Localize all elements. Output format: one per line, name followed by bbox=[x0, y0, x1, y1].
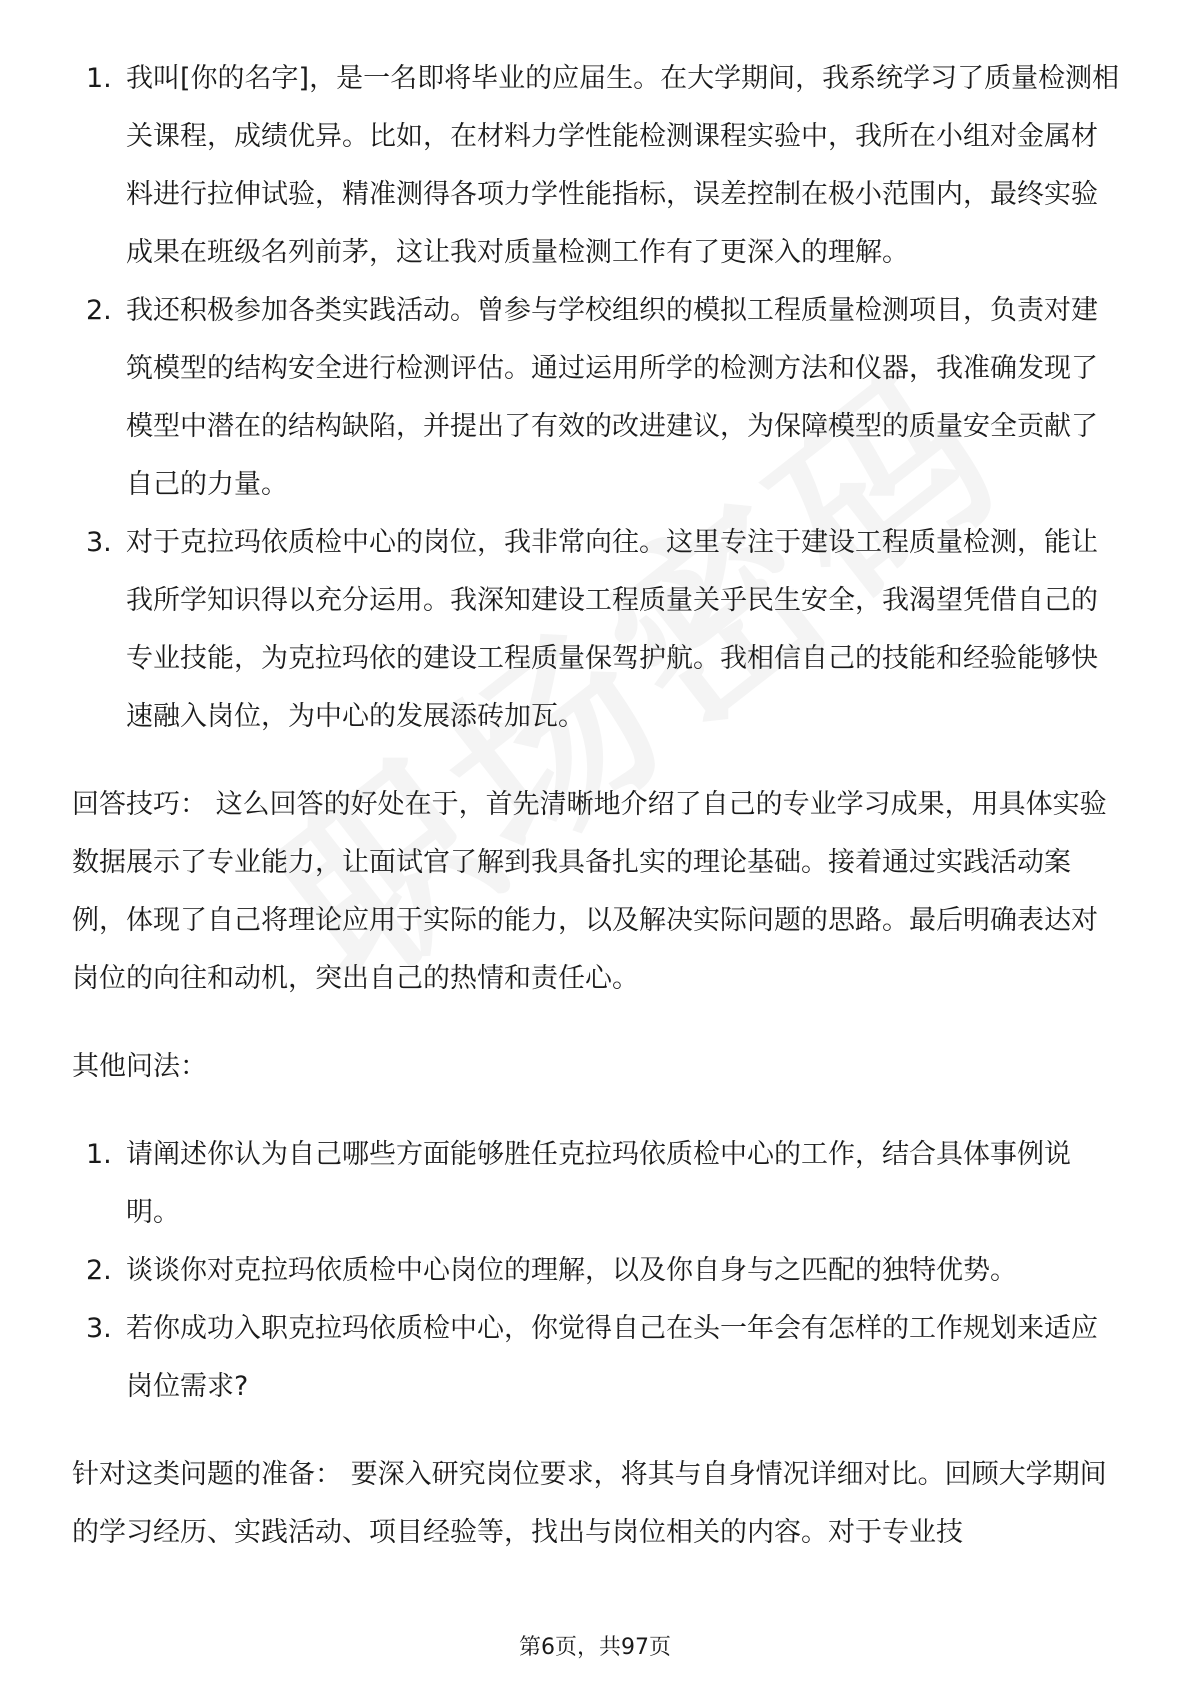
list-item bbox=[72, 514, 1122, 746]
list-item-number: 3. bbox=[86, 1313, 112, 1344]
list-item bbox=[72, 50, 1122, 282]
list-item bbox=[72, 282, 1122, 514]
list-item-number: 2. bbox=[86, 295, 112, 326]
list-item-text: 我叫[你的名字]，是一名即将毕业的应届生。在大学期间，我系统学习了质量检测相关课程，成绩优异。比如，在材料力学性能检测课程实验中，我所在小组对金属材料进行拉伸试验，精准测得各项力学性能指标，误差控制在极小范围内，最终实验成果在班级名列前茅，这让我对质量检测工作有了更深入的理解。 bbox=[126, 63, 1120, 268]
other-questions-heading: 其他问法： bbox=[72, 1051, 207, 1082]
list-item bbox=[72, 1126, 1122, 1242]
list-item-number: 1. bbox=[86, 1139, 112, 1170]
list-item-text: 若你成功入职克拉玛依质检中心，你觉得自己在头一年会有怎样的工作规划来适应岗位需求? bbox=[126, 1313, 1098, 1402]
answer-list bbox=[72, 50, 1122, 746]
list-item-text: 对于克拉玛依质检中心的岗位，我非常向往。这里专注于建设工程质量检测，能让我所学知识得以充分运用。我深知建设工程质量关乎民生安全，我渴望凭借自己的专业技能，为克拉玛依的建设工程质量保驾护航。我相信自己的技能和经验能够快速融入岗位，为中心的发展添砖加瓦。 bbox=[126, 527, 1098, 732]
list-item bbox=[72, 1300, 1122, 1416]
list-item-number: 2. bbox=[86, 1255, 112, 1286]
list-item-text: 谈谈你对克拉玛依质检中心岗位的理解，以及你自身与之匹配的独特优势。 bbox=[126, 1255, 1017, 1286]
list-item-text: 请阐述你认为自己哪些方面能够胜任克拉玛依质检中心的工作，结合具体事例说明。 bbox=[126, 1139, 1071, 1228]
page-footer: 第6页，共97页 bbox=[519, 1635, 671, 1660]
answer-tips-paragraph: 回答技巧： 这么回答的好处在于，首先清晰地介绍了自己的专业学习成果，用具体实验数据展示了专业能力，让面试官了解到我具备扎实的理论基础。接着通过实践活动案例，体现了自己将理论应用于实际的能力，以及解决实际问题的思路。最后明确表达对岗位的向往和动机，突出自己的热情和责任心。 bbox=[72, 789, 1107, 994]
list-item-text: 我还积极参加各类实践活动。曾参与学校组织的模拟工程质量检测项目，负责对建筑模型的结构安全进行检测评估。通过运用所学的检测方法和仪器，我准确发现了模型中潜在的结构缺陷，并提出了有效的改进建议，为保障模型的质量安全贡献了自己的力量。 bbox=[126, 295, 1098, 500]
list-item bbox=[72, 1242, 1122, 1300]
list-item-number: 3. bbox=[86, 527, 112, 558]
other-questions-list bbox=[72, 1126, 1122, 1416]
preparation-paragraph: 针对这类问题的准备： 要深入研究岗位要求，将其与自身情况详细对比。回顾大学期间的学习经历、实践活动、项目经验等，找出与岗位相关的内容。对于专业技 bbox=[72, 1459, 1107, 1548]
list-item-number: 1. bbox=[86, 63, 112, 94]
page-content bbox=[72, 50, 1122, 1562]
